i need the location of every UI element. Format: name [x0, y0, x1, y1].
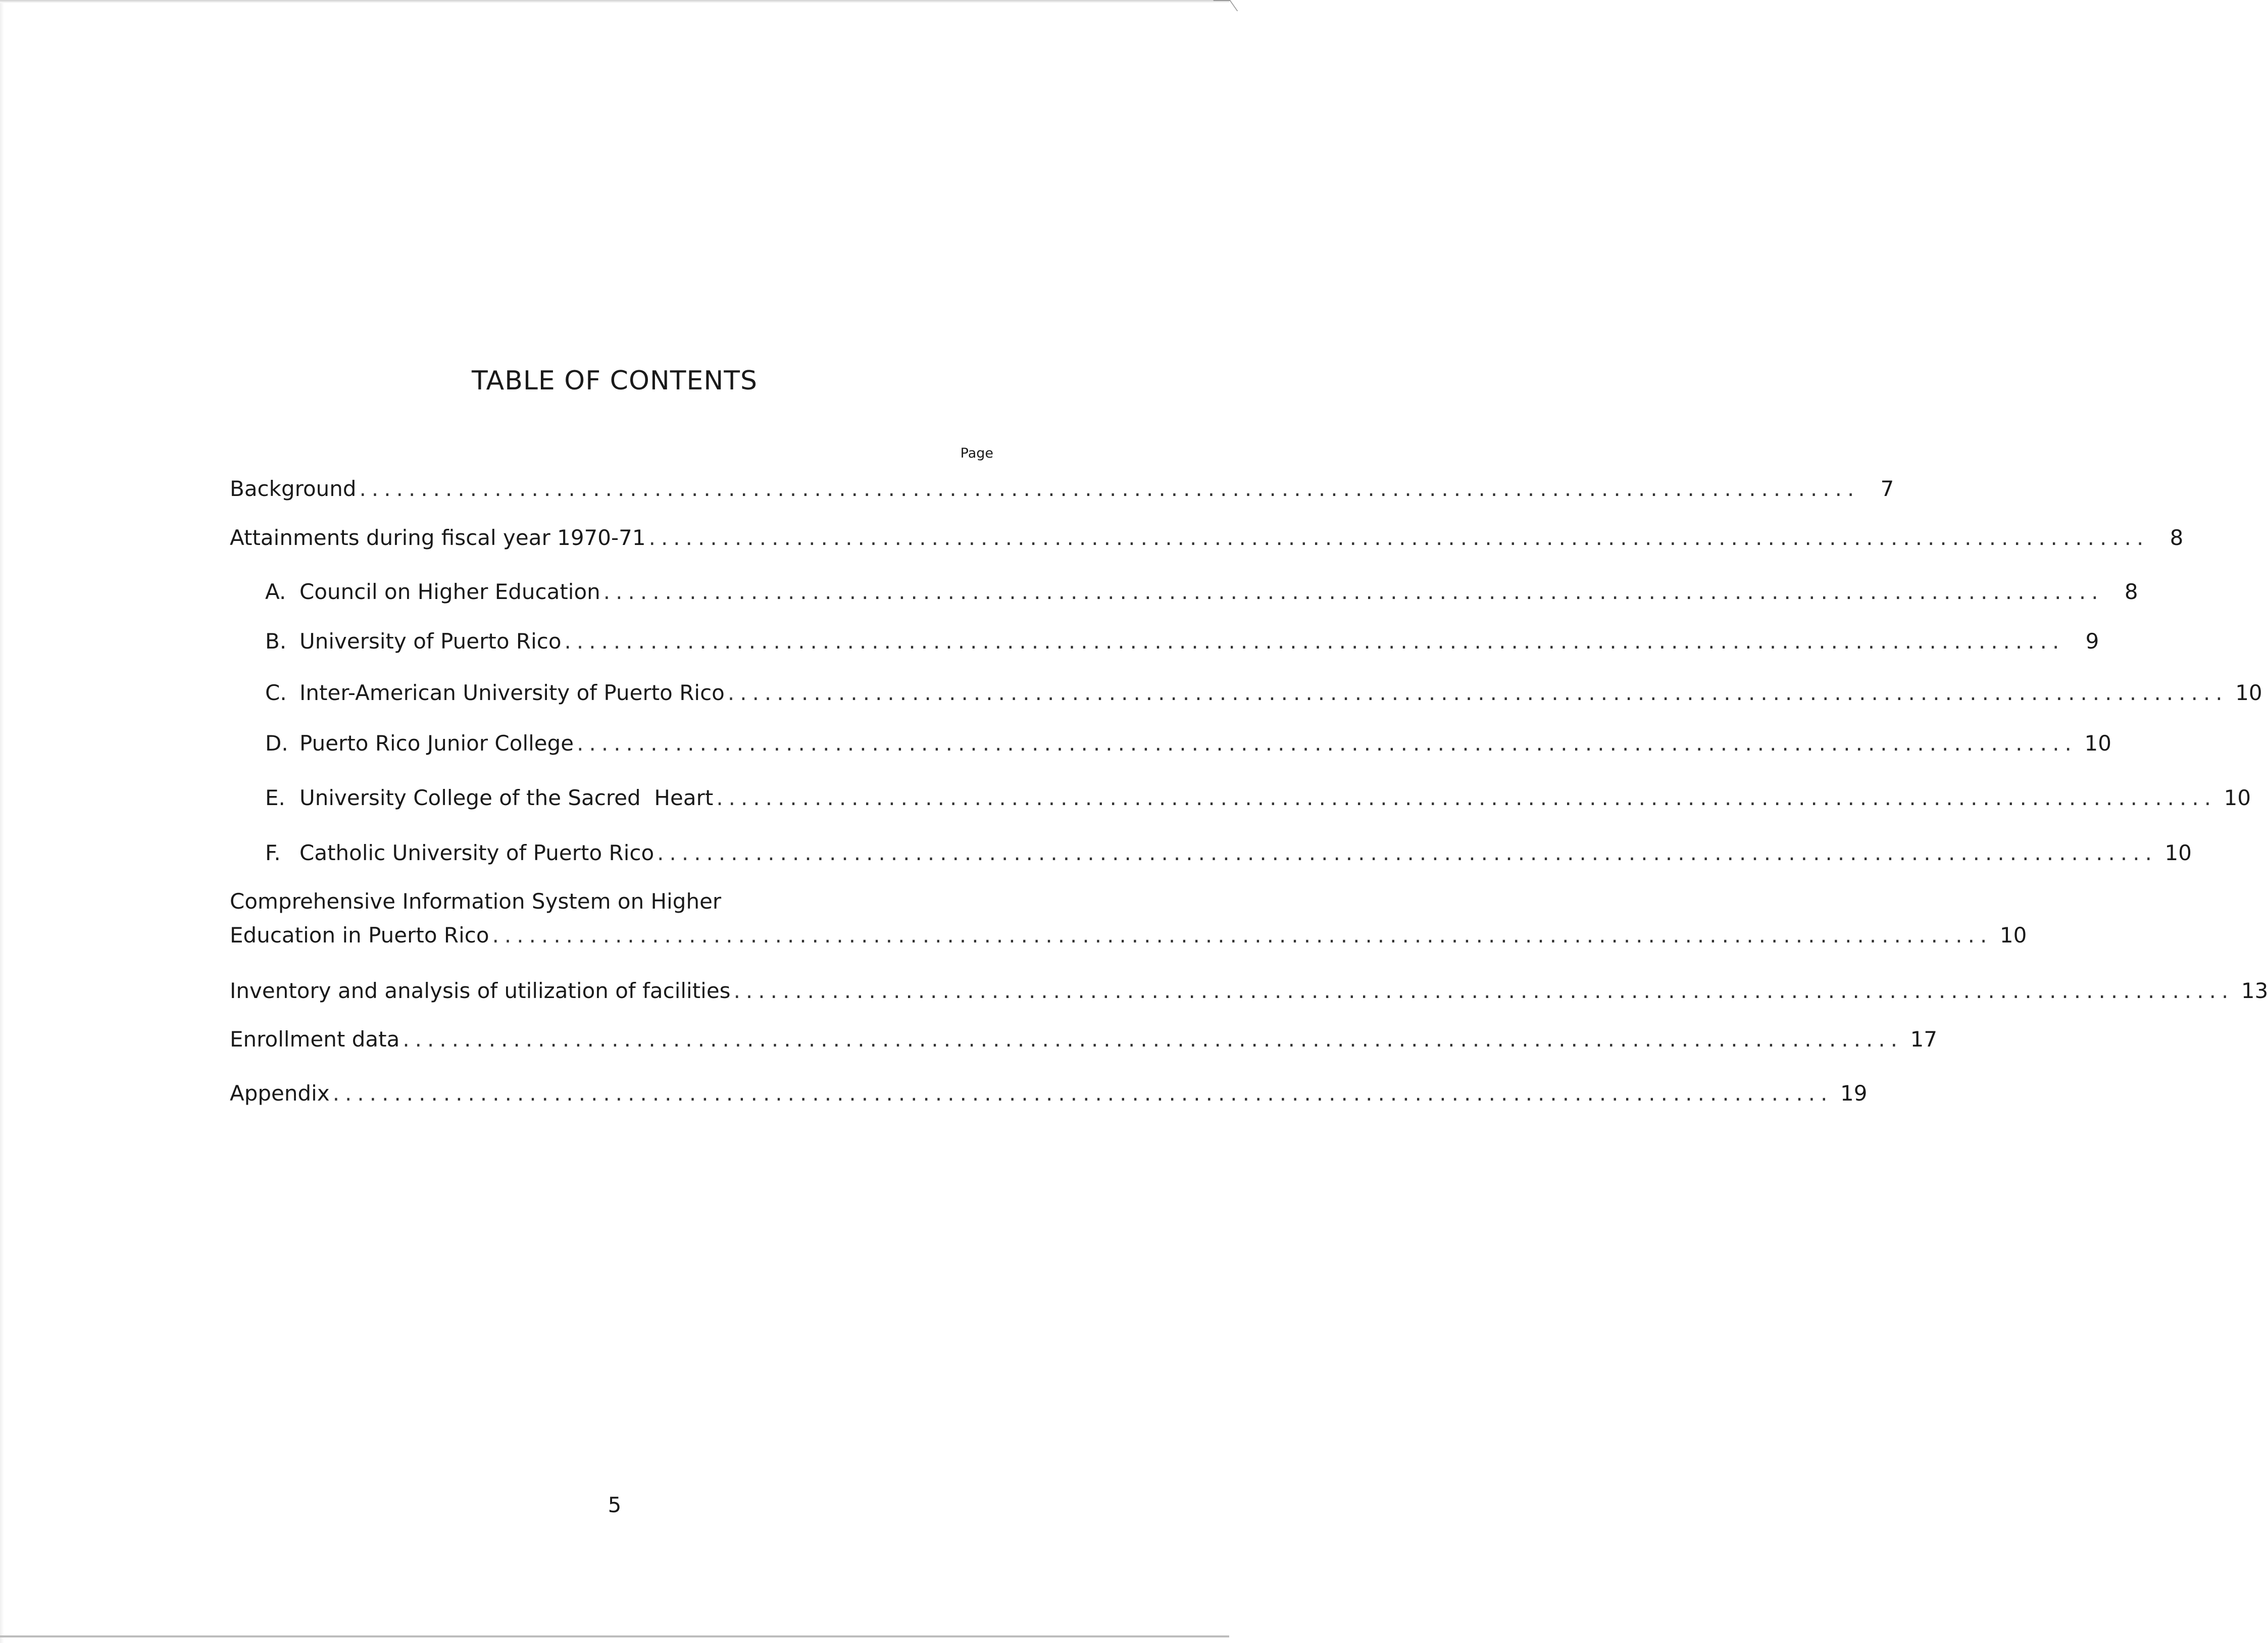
- toc-entry-label: Council on Higher Education: [299, 579, 600, 604]
- dot-leader: ..........................................................................................................................: [332, 1081, 1833, 1106]
- toc-entry-inter-american: [265, 680, 2262, 705]
- toc-entry-page: 8: [2124, 579, 2138, 604]
- toc-entry-sacred-heart: [265, 785, 2251, 810]
- toc-entry-label: University of Puerto Rico: [299, 629, 562, 654]
- toc-entry-letter: B.: [265, 629, 287, 654]
- corner-fold: [1213, 0, 1238, 11]
- toc-entry-attainments: [230, 525, 2184, 550]
- dot-leader: ..........................................................................................................................: [733, 978, 2234, 1003]
- toc-entry-label: Inventory and analysis of utilization of facilities: [230, 978, 731, 1003]
- toc-entry-label: Background: [230, 476, 357, 501]
- page-bottom-edge: [0, 1635, 1229, 1637]
- toc-entry-page: 9: [2085, 629, 2099, 654]
- dot-leader: ..........................................................................................................................: [727, 680, 2228, 705]
- dot-leader: ..........................................................................................................................: [716, 785, 2217, 810]
- dot-leader: ..........................................................................................................................: [359, 476, 1860, 501]
- toc-entry-junior-college: [265, 731, 2111, 756]
- toc-entry-page: 8: [2170, 525, 2184, 550]
- toc-entry-label-line1: Comprehensive Information System on Higher: [230, 889, 722, 914]
- toc-entry-page: 7: [1880, 476, 1894, 501]
- toc-entry-letter: D.: [265, 731, 288, 756]
- dot-leader: ..........................................................................................................................: [564, 629, 2065, 654]
- toc-entry-upr: [265, 629, 2099, 654]
- page-number: 5: [608, 1492, 622, 1517]
- dot-leader: ..........................................................................................................................: [657, 840, 2157, 865]
- dot-leader: ..........................................................................................................................: [603, 579, 2104, 604]
- toc-entry-label: Enrollment data: [230, 1027, 400, 1052]
- toc-entry-letter: E.: [265, 785, 285, 810]
- toc-entry-council: [265, 579, 2138, 604]
- toc-entry-label: Appendix: [230, 1081, 330, 1106]
- toc-entry-label: University College of the Sacred Heart: [299, 785, 714, 810]
- toc-entry-page: 10: [2235, 680, 2262, 705]
- toc-entry-label: Attainments during fiscal year 1970-71: [230, 525, 646, 550]
- page-top-edge: [0, 0, 1229, 3]
- dot-leader: ..........................................................................................................................: [648, 525, 2149, 550]
- toc-entry-page: 10: [2224, 785, 2251, 810]
- dot-leader: ..........................................................................................................................: [402, 1027, 1903, 1052]
- dot-leader: ..........................................................................................................................: [492, 923, 1993, 948]
- toc-entry-label: Puerto Rico Junior College: [299, 731, 574, 756]
- toc-entry-label: Inter-American University of Puerto Rico: [299, 680, 725, 705]
- page-title: TABLE OF CONTENTS: [471, 366, 758, 396]
- toc-entry-enrollment: [230, 1027, 1938, 1052]
- toc-entry-comprehensive-info: [230, 923, 2027, 948]
- toc-entry-catholic: [265, 840, 2192, 865]
- toc-entry-page: 10: [1999, 923, 2027, 948]
- page-edge: [0, 0, 4, 1643]
- toc-entry-label: Education in Puerto Rico: [230, 923, 489, 948]
- dot-leader: ..........................................................................................................................: [577, 731, 2077, 756]
- toc-entry-background: [230, 476, 1894, 501]
- toc-entry-page: 10: [2084, 731, 2111, 756]
- toc-entry-page: 10: [2164, 840, 2192, 865]
- toc-entry-letter: C.: [265, 680, 287, 705]
- toc-entry-page: 19: [1840, 1081, 1868, 1106]
- page-column-label: Page: [960, 445, 993, 461]
- toc-entry-inventory: [230, 978, 2268, 1003]
- toc-entry-page: 17: [1910, 1027, 1938, 1052]
- toc-entry-letter: F.: [265, 840, 281, 865]
- toc-entry-appendix: [230, 1081, 1868, 1106]
- toc-entry-letter: A.: [265, 579, 286, 604]
- toc-entry-page: 13: [2241, 978, 2268, 1003]
- toc-entry-label: Catholic University of Puerto Rico: [299, 840, 654, 865]
